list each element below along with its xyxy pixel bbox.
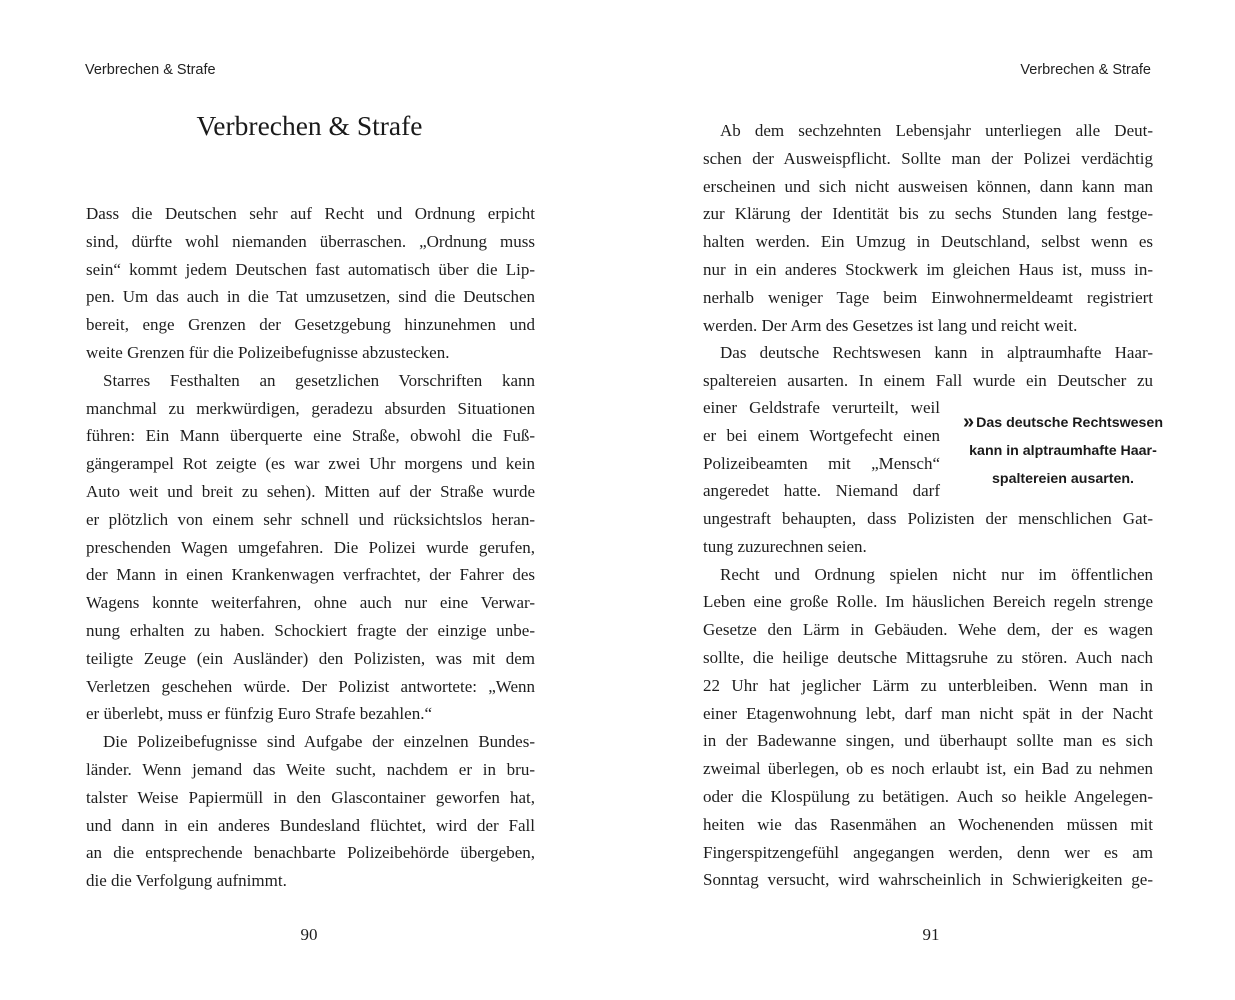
text-line: Die Polizeibefugnisse sind Aufgabe der einzelnen Bundes- [103, 732, 535, 752]
text-line: er überlebt, muss er fünfzig Euro Strafe bezahlen.“ [86, 704, 432, 724]
text-line: zweimal überlegen, ob es noch erlaubt ist, ein Bad zu nehmen [703, 759, 1153, 779]
pull-quote-text: Das deutsche Rechtswesen [976, 415, 1163, 431]
text-line: Gesetze den Lärm in Gebäuden. Wehe dem, der es wagen [703, 620, 1153, 640]
text-line: ungestraft behaupten, dass Polizisten der menschlichen Gat- [703, 509, 1153, 528]
text-line: tung zuzurechnen seien. [703, 536, 867, 556]
text-line: halten werden. Ein Umzug in Deutschland, selbst wenn es [703, 232, 1153, 252]
page-number-left: 90 [300, 925, 318, 944]
right-body-text-bottom [703, 505, 1153, 894]
text-line: weite Grenzen für die Polizeibefugnisse abzustecken. [86, 342, 450, 362]
text-line: Fingerspitzengefühl angegangen werden, denn wer es am [703, 842, 1153, 862]
text-line: Ab dem sechzehnten Lebensjahr unterliegen alle Deut- [720, 121, 1153, 140]
text-line: Recht und Ordnung spielen nicht nur im öffentlichen [720, 564, 1153, 584]
text-line: er bei einem Wortgefecht einen [703, 425, 940, 445]
right-page [618, 0, 1235, 1000]
text-line: bereit, enge Grenzen der Gesetzgebung hinzunehmen und [86, 315, 535, 335]
text-line: länder. Wenn jemand das Weite sucht, nachdem er in bru- [86, 759, 535, 779]
pull-quote-line: kann in alptraumhafte Haar- [969, 443, 1157, 459]
text-line: einer Etagenwohnung lebt, darf man nicht spät in der Nacht [703, 703, 1153, 723]
text-line: und dann in ein anderes Bundesland flüchtet, wird der Fall [86, 815, 535, 835]
text-line: pen. Um das auch in die Tat umzusetzen, sind die Deutschen [86, 287, 535, 307]
text-line: preschenden Wagen umgefahren. Die Polizei wurde gerufen, [86, 537, 535, 557]
text-line: spaltereien ausarten. In einem Fall wurde ein Deutscher zu [703, 371, 1153, 391]
right-body-text-wrap [703, 394, 940, 505]
text-line: teiligte Zeuge (ein Ausländer) den Polizisten, was mit dem [86, 648, 535, 668]
text-line: einer Geldstrafe verurteilt, weil [703, 398, 940, 417]
text-line: der Mann in einen Krankenwagen verfrachtet, der Fahrer des [86, 565, 535, 585]
text-line: Sonntag versucht, wird wahrscheinlich in Schwierigkeiten ge- [703, 870, 1153, 890]
left-page [0, 0, 617, 1000]
chapter-title: Verbrechen & Strafe [196, 110, 423, 141]
text-line: nur in ein anderes Stockwerk im gleichen Haus ist, muss in- [703, 259, 1153, 279]
text-line: nung erhalten zu haben. Schockiert fragte der einzige unbe- [86, 620, 535, 640]
text-line: in der Badewanne singen, und überhaupt sollte man es sich [703, 731, 1153, 751]
text-line: sind, dürfte wohl niemanden überraschen. „Ordnung muss [86, 231, 535, 251]
text-line: Starres Festhalten an gesetzlichen Vorschriften kann [103, 370, 535, 390]
running-head-right: Verbrechen & Strafe [1020, 62, 1151, 78]
text-line: gängerampel Rot zeigte (es war zwei Uhr morgens und kein [86, 454, 535, 474]
text-line: manchmal zu merkwürdigen, geradezu absurden Situationen [86, 398, 535, 418]
pull-quote [958, 408, 1168, 493]
text-line: nerhalb weniger Tage beim Einwohnermeldeamt registriert [703, 287, 1153, 307]
text-line: erscheinen und sich nicht ausweisen können, dann kann man [703, 176, 1153, 196]
text-line: zur Klärung der Identität bis zu sechs Stunden lang festge- [703, 204, 1153, 224]
text-line: er plötzlich von einem sehr schnell und rücksichtslos heran- [86, 509, 535, 529]
text-line: angeredet hatte. Niemand darf [703, 481, 940, 501]
text-line: Das deutsche Rechtswesen kann in alptraumhafte Haar- [720, 343, 1153, 363]
text-line: schen der Ausweispflicht. Sollte man der Polizei verdächtig [703, 148, 1153, 168]
text-line: an die entsprechende benachbarte Polizeibehörde übergeben, [86, 843, 535, 863]
text-line: Wagens konnte weiterfahren, ohne auch nur eine Verwar- [86, 593, 535, 613]
pull-quote-line [958, 408, 1168, 437]
text-line: oder die Klospülung zu betätigen. Auch so heikle Angelegen- [703, 786, 1153, 806]
text-line: 22 Uhr hat jeglicher Lärm zu unterbleiben. Wenn man in [703, 675, 1153, 695]
text-line: Auto weit und breit zu sehen). Mitten auf der Straße wurde [86, 481, 535, 501]
running-head-left: Verbrechen & Strafe [85, 62, 216, 78]
left-body-text [86, 200, 535, 895]
text-line: heiten wie das Rasenmähen an Wochenenden müssen mit [703, 814, 1153, 834]
text-line: talster Weise Papiermüll in den Glascontainer geworfen hat, [86, 787, 535, 807]
text-line: sollte, die heilige deutsche Mittagsruhe zu stören. Auch nach [703, 647, 1153, 667]
text-line: Polizeibeamten mit „Mensch“ [703, 453, 940, 473]
text-line: die die Verfolgung aufnimmt. [86, 871, 287, 891]
text-line: werden. Der Arm des Gesetzes ist lang und reicht weit. [703, 315, 1078, 335]
text-line: Verletzen geschehen würde. Der Polizist antwortete: „Wenn [86, 676, 535, 696]
text-line: Leben eine große Rolle. Im häuslichen Bereich regeln strenge [703, 592, 1153, 612]
pull-quote-line: spaltereien ausarten. [992, 471, 1134, 487]
text-line: führen: Ein Mann überquerte eine Straße, obwohl die Fuß- [86, 426, 535, 446]
quote-chevron-icon: » [962, 411, 971, 433]
page-number-right: 91 [922, 925, 940, 944]
right-body-text-top [703, 117, 1153, 395]
text-line: sein“ kommt jedem Deutschen fast automatisch über die Lip- [86, 259, 535, 279]
text-line: Dass die Deutschen sehr auf Recht und Ordnung erpicht [86, 204, 535, 223]
